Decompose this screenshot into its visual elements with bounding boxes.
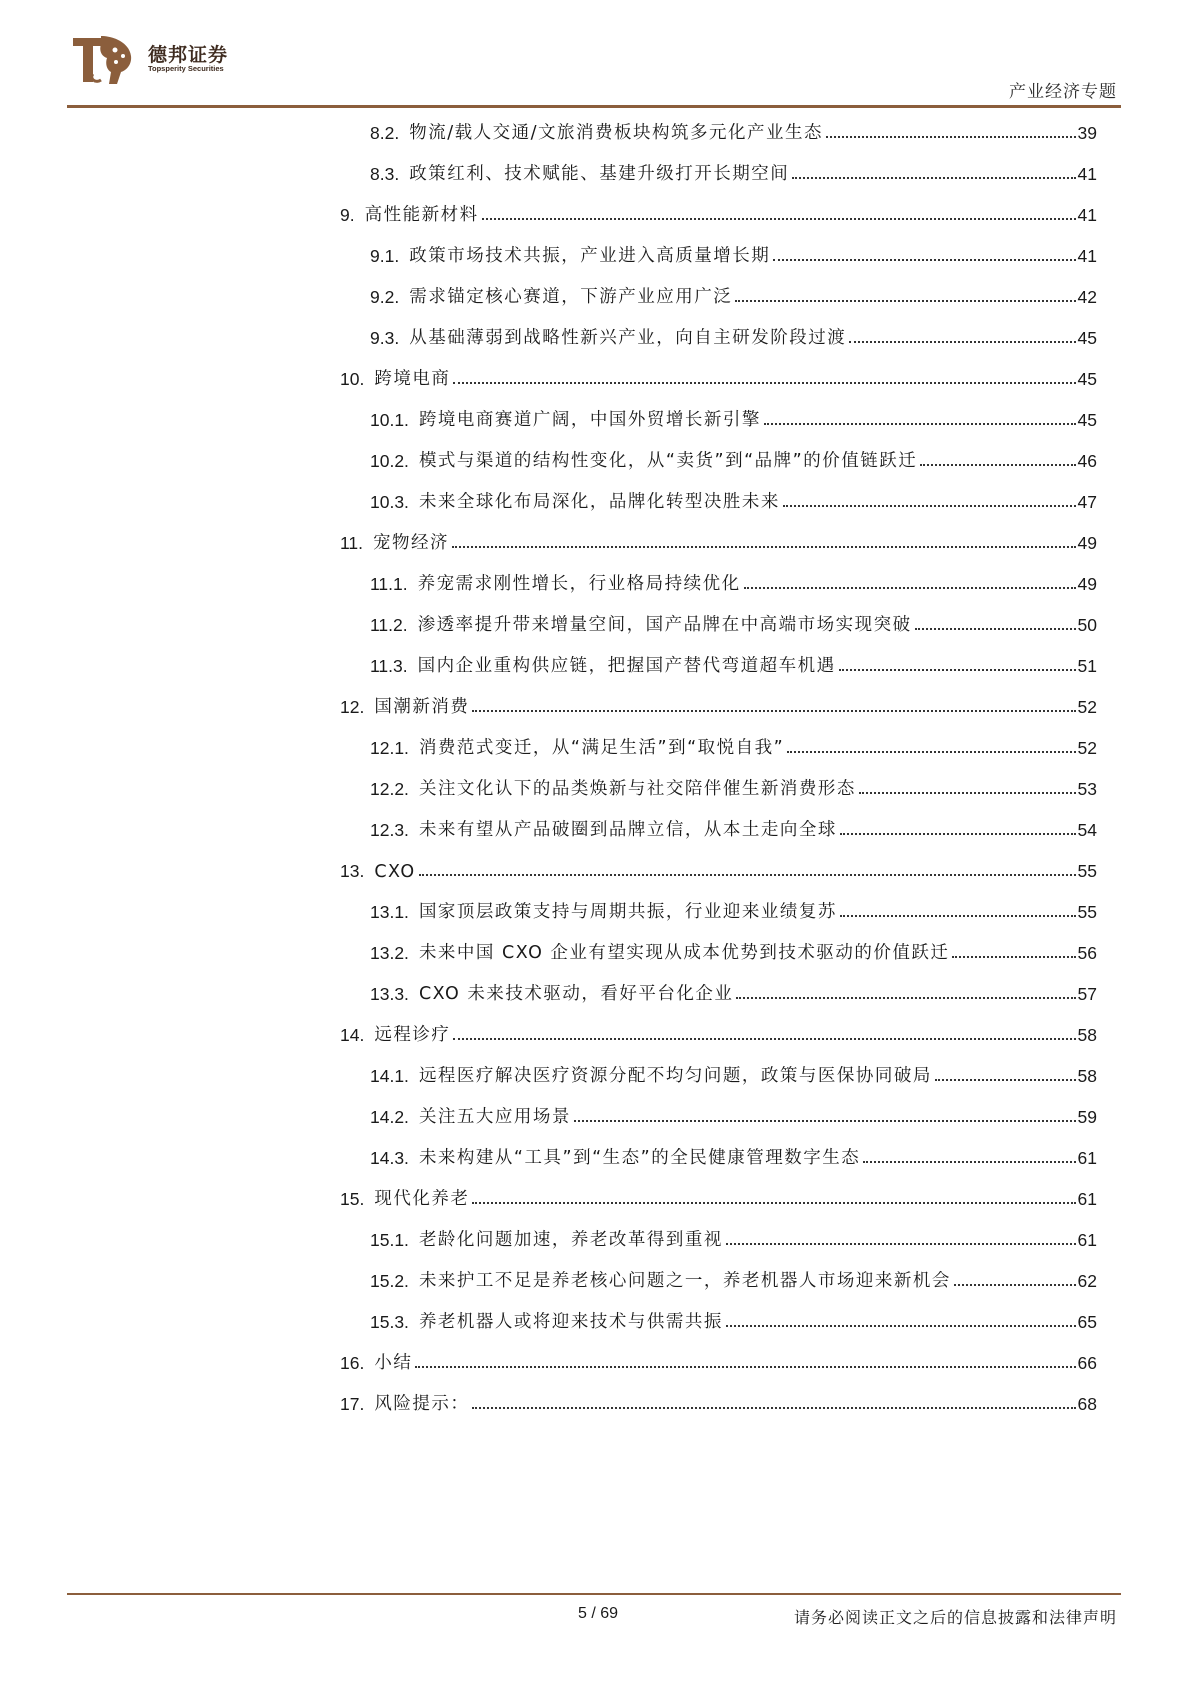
- toc-entry[interactable]: [370, 733, 1097, 759]
- toc-entry-title: CXO: [374, 862, 416, 882]
- toc-entry-page: 56: [1077, 943, 1097, 963]
- toc-leader-dots: [736, 997, 1075, 999]
- toc-entry[interactable]: [370, 774, 1097, 800]
- toc-entry-page: 50: [1077, 615, 1097, 635]
- toc-entry-number: 12.1.: [370, 738, 409, 758]
- toc-entry-page: 41: [1077, 246, 1097, 266]
- toc-entry-page: 41: [1077, 205, 1097, 225]
- toc-entry-page: 45: [1077, 369, 1097, 389]
- toc-entry[interactable]: [370, 446, 1097, 472]
- toc-entry-page: 57: [1077, 984, 1097, 1004]
- toc-entry-number: 13.: [340, 861, 365, 881]
- toc-entry-title: 未来中国 CXO 企业有望实现从成本优势到技术驱动的价值跃迁: [418, 943, 950, 963]
- toc-entry-title: 国潮新消费: [374, 697, 470, 717]
- toc-entry-title: 物流/载人交通/文旅消费板块构筑多元化产业生态: [409, 123, 823, 143]
- toc-entry-title: 养老机器人或将迎来技术与供需共振: [418, 1312, 723, 1332]
- toc-entry-title: 现代化养老: [374, 1189, 470, 1209]
- toc-entry-number: 14.2.: [370, 1107, 409, 1127]
- toc-entry-title: 未来构建从“工具”到“生态”的全民健康管理数字生态: [418, 1148, 861, 1168]
- toc-leader-dots: [792, 177, 1075, 179]
- toc-entry[interactable]: [370, 1061, 1097, 1087]
- toc-entry-number: 14.1.: [370, 1066, 409, 1086]
- toc-entry[interactable]: [340, 1184, 1097, 1210]
- toc-entry-title: 老龄化问题加速，养老改革得到重视: [418, 1230, 723, 1250]
- toc-entry[interactable]: [340, 1389, 1097, 1415]
- toc-entry-number: 14.3.: [370, 1148, 409, 1168]
- toc-leader-dots: [783, 505, 1076, 507]
- toc-leader-dots: [840, 833, 1076, 835]
- toc-entry-number: 15.2.: [370, 1271, 409, 1291]
- toc-entry-page: 41: [1077, 164, 1097, 184]
- toc-entry-page: 58: [1077, 1025, 1097, 1045]
- toc-entry-number: 13.3.: [370, 984, 409, 1004]
- toc-entry-title: 跨境电商赛道广阔，中国外贸增长新引擎: [418, 410, 761, 430]
- toc-entry-page: 52: [1077, 738, 1097, 758]
- toc-entry[interactable]: [370, 610, 1097, 636]
- toc-entry-title: 关注文化认下的品类焕新与社交陪伴催生新消费形态: [418, 779, 856, 799]
- toc-entry[interactable]: [370, 323, 1097, 349]
- toc-entry-title: 养宠需求刚性增长，行业格局持续优化: [417, 574, 741, 594]
- toc-entry[interactable]: [370, 1307, 1097, 1333]
- toc-entry-number: 17.: [340, 1394, 365, 1414]
- toc-entry-number: 15.1.: [370, 1230, 409, 1250]
- toc-entry-title: CXO 未来技术驱动，看好平台化企业: [418, 984, 734, 1004]
- toc-leader-dots: [840, 915, 1076, 917]
- toc-entry-title: 宠物经济: [373, 533, 450, 553]
- toc-leader-dots: [744, 587, 1076, 589]
- toc-entry-page: 45: [1077, 328, 1097, 348]
- toc-leader-dots: [859, 792, 1076, 794]
- toc-entry[interactable]: [370, 979, 1097, 1005]
- toc-entry-page: 62: [1077, 1271, 1097, 1291]
- toc-entry-page: 49: [1077, 574, 1097, 594]
- toc-entry-title: 渗透率提升带来增量空间，国产品牌在中高端市场实现突破: [417, 615, 912, 635]
- toc-entry-page: 68: [1077, 1394, 1097, 1414]
- toc-entry[interactable]: [370, 1102, 1097, 1128]
- toc-leader-dots: [849, 341, 1075, 343]
- toc-entry[interactable]: [370, 405, 1097, 431]
- toc-entry[interactable]: [370, 815, 1097, 841]
- toc-entry[interactable]: [370, 1266, 1097, 1292]
- toc-entry-number: 10.: [340, 369, 365, 389]
- toc-entry-number: 11.3.: [370, 656, 408, 676]
- toc-leader-dots: [863, 1161, 1075, 1163]
- toc-entry-number: 12.3.: [370, 820, 409, 840]
- toc-entry-number: 10.3.: [370, 492, 409, 512]
- page-number: 5 / 69: [578, 1605, 619, 1622]
- toc-entry[interactable]: [340, 692, 1097, 718]
- toc-entry[interactable]: [370, 159, 1097, 185]
- toc-entry-page: 46: [1077, 451, 1097, 471]
- toc-entry[interactable]: [370, 118, 1097, 144]
- toc-entry[interactable]: [340, 528, 1097, 554]
- toc-leader-dots: [735, 300, 1075, 302]
- toc-leader-dots: [839, 669, 1076, 671]
- toc-entry[interactable]: [370, 569, 1097, 595]
- toc-entry-number: 9.3.: [370, 328, 400, 348]
- toc-entry[interactable]: [340, 1020, 1097, 1046]
- toc-leader-dots: [952, 956, 1075, 958]
- toc-leader-dots: [826, 136, 1076, 138]
- toc-entry[interactable]: [370, 241, 1097, 267]
- toc-entry[interactable]: [370, 897, 1097, 923]
- toc-entry-page: 65: [1077, 1312, 1097, 1332]
- toc-entry-title: 国家顶层政策支持与周期共振，行业迎来业绩复苏: [418, 902, 837, 922]
- toc-entry-page: 58: [1077, 1066, 1097, 1086]
- toc-leader-dots: [954, 1284, 1076, 1286]
- toc-leader-dots: [453, 382, 1075, 384]
- toc-leader-dots: [787, 751, 1075, 753]
- toc-entry-title: 风险提示：: [374, 1394, 470, 1414]
- toc-entry-page: 51: [1077, 656, 1097, 676]
- toc-entry[interactable]: [340, 200, 1097, 226]
- toc-entry-page: 47: [1077, 492, 1097, 512]
- toc-entry-title: 政策市场技术共振，产业进入高质量增长期: [409, 246, 771, 266]
- toc-entry-title: 从基础薄弱到战略性新兴产业，向自主研发阶段过渡: [409, 328, 847, 348]
- toc-entry-number: 10.2.: [370, 451, 409, 471]
- toc-entry[interactable]: [340, 1348, 1097, 1374]
- company-name-en: Topsperity Securities: [148, 64, 224, 73]
- toc-leader-dots: [574, 1120, 1076, 1122]
- toc-entry-number: 11.: [340, 533, 364, 553]
- toc-entry[interactable]: [340, 364, 1097, 390]
- toc-entry-title: 小结: [374, 1353, 413, 1373]
- toc-entry-number: 13.1.: [370, 902, 409, 922]
- toc-entry-title: 未来全球化布局深化，品牌化转型决胜未来: [418, 492, 780, 512]
- legal-disclaimer: 请务必阅读正文之后的信息披露和法律声明: [793, 1608, 1117, 1627]
- company-name: 德邦证券: [148, 44, 229, 66]
- toc-entry-number: 12.2.: [370, 779, 409, 799]
- toc-entry-number: 15.3.: [370, 1312, 409, 1332]
- toc-leader-dots: [482, 218, 1076, 220]
- toc-entry-number: 16.: [340, 1353, 365, 1373]
- toc-leader-dots: [415, 1366, 1075, 1368]
- toc-entry-page: 54: [1077, 820, 1097, 840]
- toc-leader-dots: [452, 546, 1076, 548]
- toc-entry[interactable]: [370, 1225, 1097, 1251]
- toc-entry-page: 61: [1077, 1148, 1097, 1168]
- toc-leader-dots: [915, 628, 1076, 630]
- toc-entry-number: 9.2.: [370, 287, 400, 307]
- toc-entry-page: 42: [1077, 287, 1097, 307]
- toc-entry-number: 8.3.: [370, 164, 400, 184]
- toc-entry-number: 9.1.: [370, 246, 400, 266]
- toc-entry-number: 15.: [340, 1189, 365, 1209]
- toc-entry-title: 需求锚定核心赛道，下游产业应用广泛: [409, 287, 733, 307]
- toc-entry-title: 国内企业重构供应链，把握国产替代弯道超车机遇: [417, 656, 836, 676]
- toc-entry-page: 49: [1077, 533, 1097, 553]
- toc-entry-title: 消费范式变迁，从“满足生活”到“取悦自我”: [418, 738, 785, 758]
- toc-entry-title: 关注五大应用场景: [418, 1107, 571, 1127]
- toc-leader-dots: [472, 710, 1075, 712]
- toc-leader-dots: [472, 1202, 1075, 1204]
- toc-leader-dots: [453, 1038, 1075, 1040]
- toc-leader-dots: [419, 874, 1076, 876]
- toc-entry-page: 55: [1077, 902, 1097, 922]
- toc-entry[interactable]: [370, 282, 1097, 308]
- toc-entry-number: 14.: [340, 1025, 365, 1045]
- toc-entry-title: 远程医疗解决医疗资源分配不均匀问题，政策与医保协同破局: [418, 1066, 932, 1086]
- toc-leader-dots: [472, 1407, 1075, 1409]
- toc-entry-title: 未来有望从产品破圈到品牌立信，从本土走向全球: [418, 820, 837, 840]
- toc-leader-dots: [935, 1079, 1076, 1081]
- toc-leader-dots: [726, 1243, 1076, 1245]
- toc-entry-number: 11.2.: [370, 615, 408, 635]
- company-logo-icon: [71, 34, 133, 86]
- toc-entry-number: 9.: [340, 205, 355, 225]
- toc-leader-dots: [920, 464, 1075, 466]
- toc-entry-title: 高性能新材料: [364, 205, 479, 225]
- toc-entry-page: 52: [1077, 697, 1097, 717]
- toc-leader-dots: [773, 259, 1075, 261]
- toc-entry-number: 13.2.: [370, 943, 409, 963]
- toc-entry-number: 12.: [340, 697, 365, 717]
- toc-entry-title: 模式与渠道的结构性变化，从“卖货”到“品牌”的价值链跃迁: [418, 451, 918, 471]
- toc-entry-page: 61: [1077, 1230, 1097, 1250]
- toc-entry[interactable]: [370, 938, 1097, 964]
- document-type: 产业经济专题: [1009, 82, 1117, 102]
- toc-leader-dots: [764, 423, 1076, 425]
- toc-entry[interactable]: [370, 1143, 1097, 1169]
- toc-entry-title: 跨境电商: [374, 369, 451, 389]
- toc-entry-title: 未来护工不足是养老核心问题之一，养老机器人市场迎来新机会: [418, 1271, 951, 1291]
- toc-entry[interactable]: [370, 487, 1097, 513]
- toc-entry[interactable]: [340, 856, 1097, 882]
- toc-entry-page: 55: [1077, 861, 1097, 881]
- toc-entry-page: 59: [1077, 1107, 1097, 1127]
- toc-entry-page: 66: [1077, 1353, 1097, 1373]
- header-divider: [67, 105, 1121, 108]
- toc-entry[interactable]: [370, 651, 1097, 677]
- toc-entry-number: 11.1.: [370, 574, 408, 594]
- toc-entry-number: 10.1.: [370, 410, 409, 430]
- page-header: [0, 0, 1189, 112]
- toc-entry-page: 53: [1077, 779, 1097, 799]
- toc-entry-page: 45: [1077, 410, 1097, 430]
- toc-entry-page: 61: [1077, 1189, 1097, 1209]
- toc-leader-dots: [726, 1325, 1076, 1327]
- footer-divider: [67, 1593, 1121, 1595]
- toc-entry-title: 政策红利、技术赋能、基建升级打开长期空间: [409, 164, 790, 184]
- toc-entry-page: 39: [1077, 123, 1097, 143]
- toc-entry-title: 远程诊疗: [374, 1025, 451, 1045]
- toc-entry-number: 8.2.: [370, 123, 400, 143]
